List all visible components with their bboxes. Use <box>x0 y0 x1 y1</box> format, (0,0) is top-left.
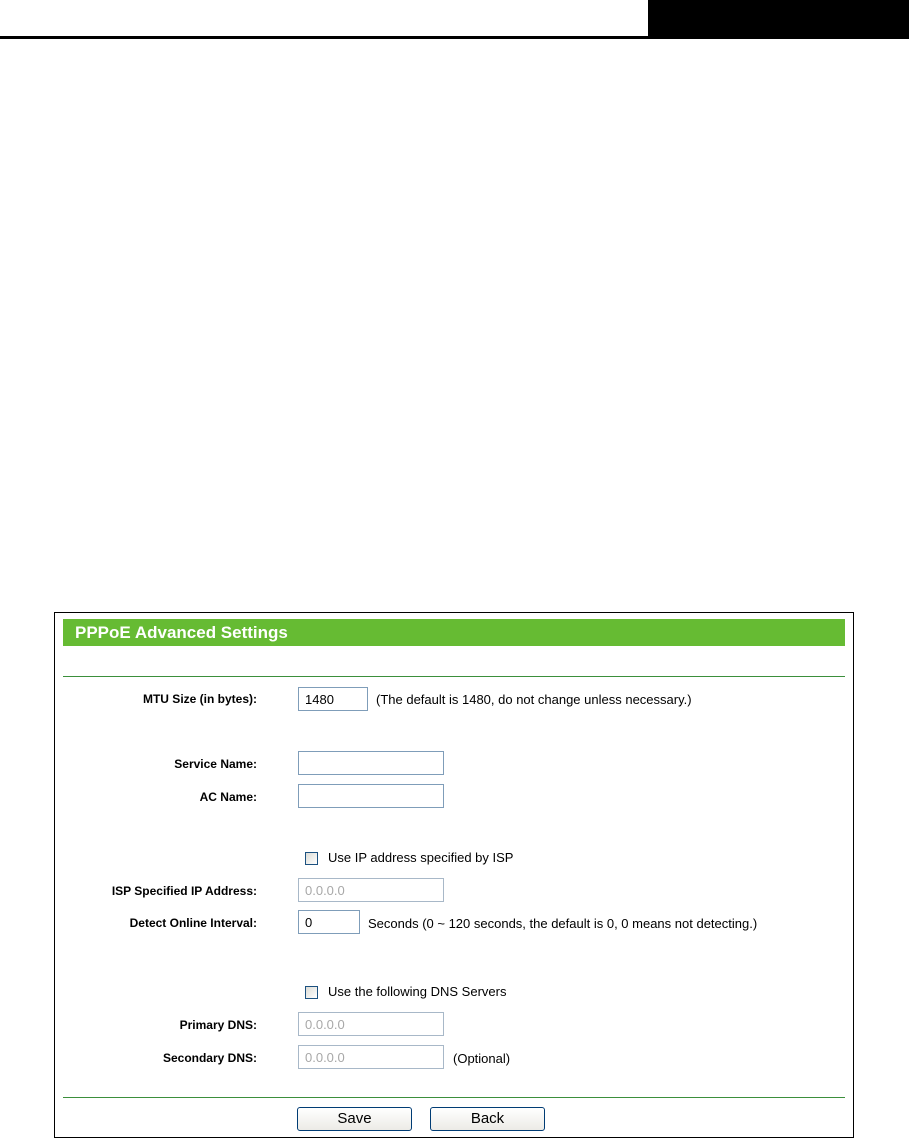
pppoe-advanced-settings-panel <box>54 612 854 1138</box>
secondary-dns-input[interactable] <box>298 1045 444 1069</box>
isp-ip-label: ISP Specified IP Address: <box>111 884 257 898</box>
detect-interval-label: Detect Online Interval: <box>129 916 257 930</box>
ac-name-input[interactable] <box>298 784 444 808</box>
bottom-divider <box>63 1097 845 1098</box>
secondary-dns-label: Secondary DNS: <box>162 1051 257 1065</box>
mtu-hint: (The default is 1480, do not change unless necessary.) <box>376 692 692 707</box>
top-divider <box>63 676 845 677</box>
panel-title: PPPoE Advanced Settings <box>75 623 288 642</box>
ac-name-label: AC Name: <box>199 790 257 804</box>
service-name-input[interactable] <box>298 751 444 775</box>
secondary-dns-hint: (Optional) <box>453 1051 511 1066</box>
panel-title-bar <box>63 619 845 646</box>
use-isp-ip-checkbox[interactable] <box>305 852 318 865</box>
mtu-input[interactable] <box>298 687 368 711</box>
service-name-label: Service Name: <box>174 757 257 771</box>
use-dns-label: Use the following DNS Servers <box>328 984 507 999</box>
detect-interval-input[interactable] <box>298 910 360 934</box>
detect-interval-hint: Seconds (0 ~ 120 seconds, the default is 0, 0 means not detecting.) <box>368 916 758 931</box>
primary-dns-label: Primary DNS: <box>179 1018 257 1032</box>
document-header <box>0 0 909 40</box>
save-button[interactable]: Save <box>297 1107 412 1131</box>
use-dns-checkbox[interactable] <box>305 986 318 999</box>
mtu-label: MTU Size (in bytes): <box>142 692 257 706</box>
use-isp-ip-label: Use IP address specified by ISP <box>328 850 514 865</box>
back-button[interactable]: Back <box>430 1107 545 1131</box>
header-black-tab <box>648 0 909 38</box>
isp-ip-input[interactable] <box>298 878 444 902</box>
primary-dns-input[interactable] <box>298 1012 444 1036</box>
